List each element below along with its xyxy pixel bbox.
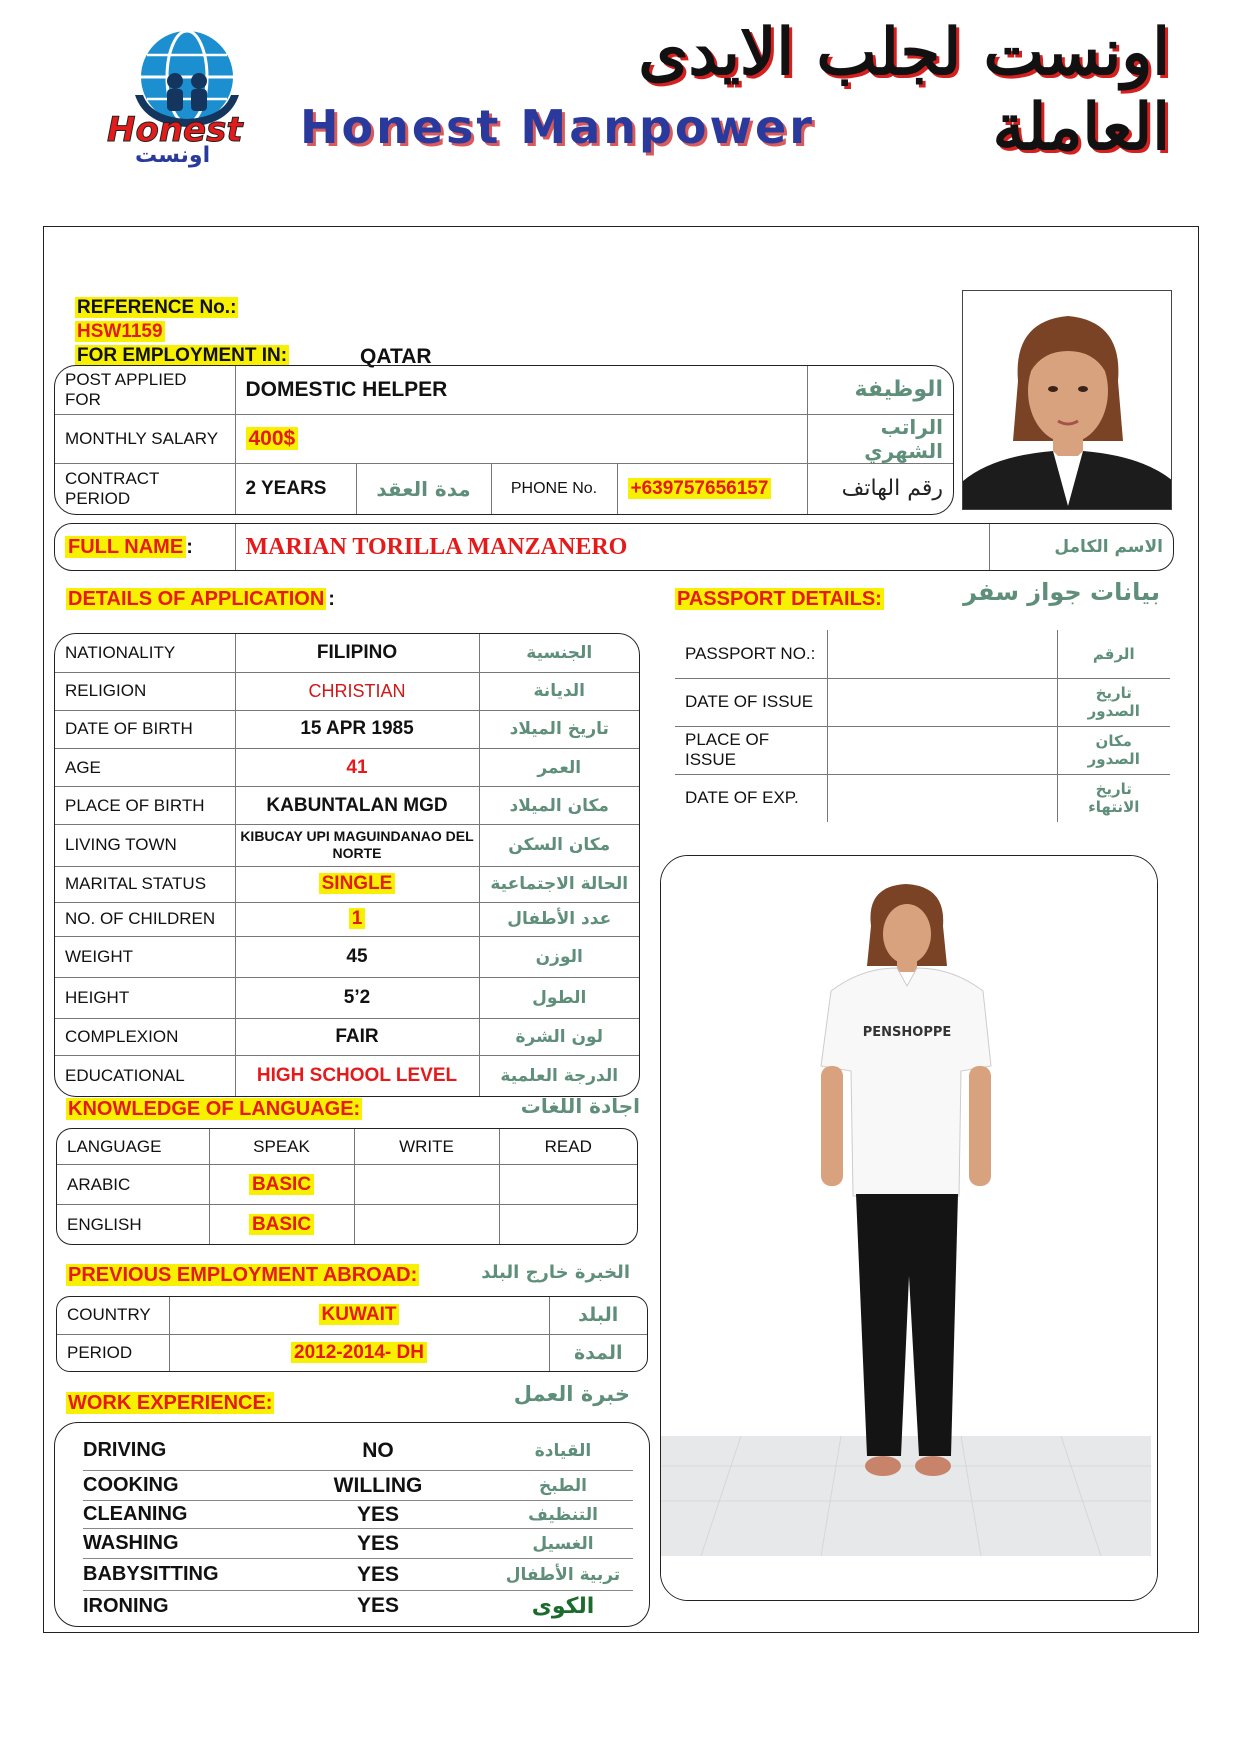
passport-value[interactable] — [827, 630, 1057, 678]
details-label: LIVING TOWN — [55, 825, 235, 866]
details-label: RELIGION — [55, 672, 235, 710]
previous-heading-ar: الخبرة خارج البلد — [481, 1262, 630, 1283]
details-row — [55, 787, 639, 825]
passport-row — [675, 630, 1170, 678]
details-row — [55, 825, 639, 866]
details-value: KABUNTALAN MGD — [266, 794, 448, 816]
details-label: NO. OF CHILDREN — [55, 902, 235, 936]
passport-value[interactable] — [827, 774, 1057, 822]
language-write — [354, 1165, 499, 1205]
work-ar: تربية الأطفال — [505, 1564, 621, 1585]
post-details-box — [54, 365, 954, 515]
details-ar: الجنسية — [479, 634, 639, 672]
passport-ar: مكان الصدور — [1057, 726, 1170, 774]
work-heading-text: WORK EXPERIENCE: — [68, 1392, 273, 1414]
language-read — [499, 1165, 637, 1205]
work-heading-ar: خبرة العمل — [513, 1382, 630, 1406]
language-header: LANGUAGE — [57, 1129, 209, 1165]
phone-ar: رقم الهاتف — [807, 463, 953, 514]
work-ar: الغسيل — [532, 1533, 594, 1554]
previous-ar: البلد — [549, 1297, 647, 1334]
language-speak: BASIC — [249, 1174, 314, 1195]
post-label: POST APPLIED FOR — [55, 366, 235, 414]
language-speak: BASIC — [249, 1214, 314, 1235]
details-value: 5’2 — [343, 987, 371, 1009]
details-row — [55, 936, 639, 977]
work-ar: التنظيف — [528, 1504, 598, 1525]
company-name-english: Honest Manpower — [300, 100, 815, 154]
details-row — [55, 634, 639, 672]
applicant-fullbody-image — [661, 856, 1158, 1601]
language-table — [56, 1128, 638, 1245]
passport-heading-ar: بيانات جواز سفر — [963, 578, 1160, 606]
previous-label: COUNTRY — [57, 1297, 169, 1334]
salary-label: MONTHLY SALARY — [55, 414, 235, 463]
work-value: YES — [356, 1562, 400, 1586]
details-value: FAIR — [335, 1026, 379, 1048]
work-label: WASHING — [83, 1532, 179, 1554]
language-header-row — [57, 1129, 637, 1165]
work-value: YES — [356, 1594, 400, 1617]
work-row — [83, 1471, 633, 1501]
contract-value: 2 YEARS — [235, 463, 356, 514]
work-label: IRONING — [83, 1594, 169, 1617]
passport-label: DATE OF EXP. — [675, 774, 827, 822]
details-ar: الدرجة العلمية — [479, 1056, 639, 1096]
details-value: SINGLE — [319, 873, 396, 894]
passport-heading-text: PASSPORT DETAILS: — [677, 588, 882, 610]
work-value: WILLING — [333, 1473, 423, 1497]
details-ar: العمر — [479, 748, 639, 786]
details-row — [55, 710, 639, 748]
passport-label: PLACE OF ISSUE — [675, 726, 827, 774]
work-value: YES — [356, 1531, 400, 1555]
language-header: READ — [499, 1129, 637, 1165]
details-value: CHRISTIAN — [308, 680, 406, 701]
details-label: EDUCATIONAL — [55, 1056, 235, 1096]
details-heading: DETAILS OF APPLICATION : — [68, 588, 335, 610]
passport-value[interactable] — [827, 678, 1057, 726]
details-label: HEIGHT — [55, 977, 235, 1018]
reference-number: HSW1159 — [77, 321, 163, 342]
details-row — [55, 1056, 639, 1096]
language-heading — [66, 1098, 362, 1121]
details-ar: مكان السكن — [479, 825, 639, 866]
post-value: DOMESTIC HELPER — [235, 366, 807, 414]
details-label: NATIONALITY — [55, 634, 235, 672]
previous-ar: المدة — [549, 1334, 647, 1371]
work-row — [83, 1501, 633, 1529]
applicant-full-photo — [660, 855, 1158, 1601]
previous-row — [57, 1334, 647, 1371]
contract-label: CONTRACT PERIOD — [55, 463, 235, 514]
work-label: CLEANING — [83, 1503, 188, 1525]
previous-heading-text: PREVIOUS EMPLOYMENT ABROAD: — [68, 1264, 418, 1286]
language-header: SPEAK — [209, 1129, 354, 1165]
work-row — [83, 1431, 633, 1471]
passport-table — [675, 630, 1170, 822]
details-row — [55, 902, 639, 936]
details-value: 1 — [349, 908, 366, 929]
reference-label: REFERENCE No.: — [77, 297, 237, 318]
details-row — [55, 672, 639, 710]
logo-arabic-text: اونست — [135, 143, 211, 168]
full-name-label: FULL NAME — [65, 536, 186, 558]
contract-ar: مدة العقد — [356, 463, 491, 514]
passport-ar: تاريخ الانتهاء — [1057, 774, 1170, 822]
passport-row — [675, 726, 1170, 774]
work-row — [83, 1591, 633, 1621]
language-row — [57, 1205, 637, 1244]
details-ar: عدد الأطفال — [479, 902, 639, 936]
full-name-value: MARIAN TORILLA MANZANERO — [235, 524, 989, 570]
details-ar: الحالة الاجتماعية — [479, 866, 639, 902]
applicant-portrait-image — [963, 291, 1172, 510]
details-label: WEIGHT — [55, 936, 235, 977]
details-ar: الطول — [479, 977, 639, 1018]
details-value: 41 — [346, 756, 368, 778]
work-value: YES — [356, 1502, 400, 1526]
passport-value[interactable] — [827, 726, 1057, 774]
details-value: 45 — [346, 945, 368, 967]
details-row — [55, 977, 639, 1018]
salary-ar: الراتب الشهري — [807, 414, 953, 463]
passport-ar: الرقم — [1057, 630, 1170, 678]
post-ar: الوظيفة — [807, 366, 953, 414]
work-label: COOKING — [83, 1474, 179, 1496]
full-name-box — [54, 523, 1174, 571]
passport-label: PASSPORT NO.: — [675, 630, 827, 678]
details-label: COMPLEXION — [55, 1019, 235, 1056]
details-value: KIBUCAY UPI MAGUINDANAO DEL NORTE — [240, 828, 474, 862]
language-write — [354, 1205, 499, 1244]
details-ar: مكان الميلاد — [479, 787, 639, 825]
details-label: PLACE OF BIRTH — [55, 787, 235, 825]
work-row — [83, 1559, 633, 1591]
previous-value: 2012-2014- DH — [291, 1342, 427, 1363]
phone-label: PHONE No. — [491, 463, 617, 514]
previous-table — [56, 1296, 648, 1372]
work-ar: القيادة — [534, 1440, 592, 1461]
details-value: FILIPINO — [316, 641, 398, 663]
passport-label: DATE OF ISSUE — [675, 678, 827, 726]
passport-ar: تاريخ الصدور — [1057, 678, 1170, 726]
previous-label: PERIOD — [57, 1334, 169, 1371]
language-heading-ar: اجادة اللغات — [520, 1094, 640, 1118]
salary-value: 400$ — [246, 427, 299, 450]
details-row — [55, 866, 639, 902]
work-row — [83, 1529, 633, 1559]
previous-row — [57, 1297, 647, 1334]
details-label: AGE — [55, 748, 235, 786]
work-label: BABYSITTING — [83, 1563, 219, 1585]
details-ar: الوزن — [479, 936, 639, 977]
details-value: 15 APR 1985 — [300, 718, 414, 740]
details-heading-text: DETAILS OF APPLICATION — [68, 588, 325, 610]
shirt-logo: PENSHOPPE — [862, 1025, 952, 1040]
work-ar: الكوى — [531, 1593, 595, 1619]
logo-text: Honest — [107, 110, 243, 150]
company-logo — [105, 25, 265, 175]
work-ar: الطبخ — [539, 1475, 587, 1496]
reference-block — [75, 296, 289, 368]
language-name: ARABIC — [57, 1165, 209, 1205]
work-table — [54, 1422, 650, 1627]
details-ar: الديانة — [479, 672, 639, 710]
details-ar: لون الشرة — [479, 1019, 639, 1056]
employment-country: QATAR — [360, 345, 432, 368]
details-label: MARITAL STATUS — [55, 866, 235, 902]
work-value: NO — [362, 1438, 394, 1462]
details-table — [54, 633, 640, 1097]
passport-heading — [675, 588, 884, 611]
applicant-face-photo — [962, 290, 1172, 510]
full-name-ar: الاسم الكامل — [989, 524, 1173, 570]
details-value: HIGH SCHOOL LEVEL — [256, 1065, 458, 1087]
work-heading — [66, 1392, 274, 1415]
company-name-arabic: اونست لجلب الايدى العاملة — [638, 15, 1170, 165]
details-ar: تاريخ الميلاد — [479, 710, 639, 748]
details-row — [55, 748, 639, 786]
passport-row — [675, 678, 1170, 726]
previous-value: KUWAIT — [319, 1304, 400, 1325]
passport-row — [675, 774, 1170, 822]
language-row — [57, 1165, 637, 1205]
details-row — [55, 1019, 639, 1056]
previous-heading — [66, 1264, 419, 1287]
work-label: DRIVING — [83, 1439, 167, 1461]
language-name: ENGLISH — [57, 1205, 209, 1244]
details-label: DATE OF BIRTH — [55, 710, 235, 748]
language-heading-text: KNOWLEDGE OF LANGUAGE: — [68, 1098, 361, 1120]
language-header: WRITE — [354, 1129, 499, 1165]
phone-value: +639757656157 — [628, 478, 772, 499]
employment-label: FOR EMPLOYMENT IN: — [77, 345, 288, 366]
language-read — [499, 1205, 637, 1244]
full-name-colon: : — [186, 535, 193, 558]
